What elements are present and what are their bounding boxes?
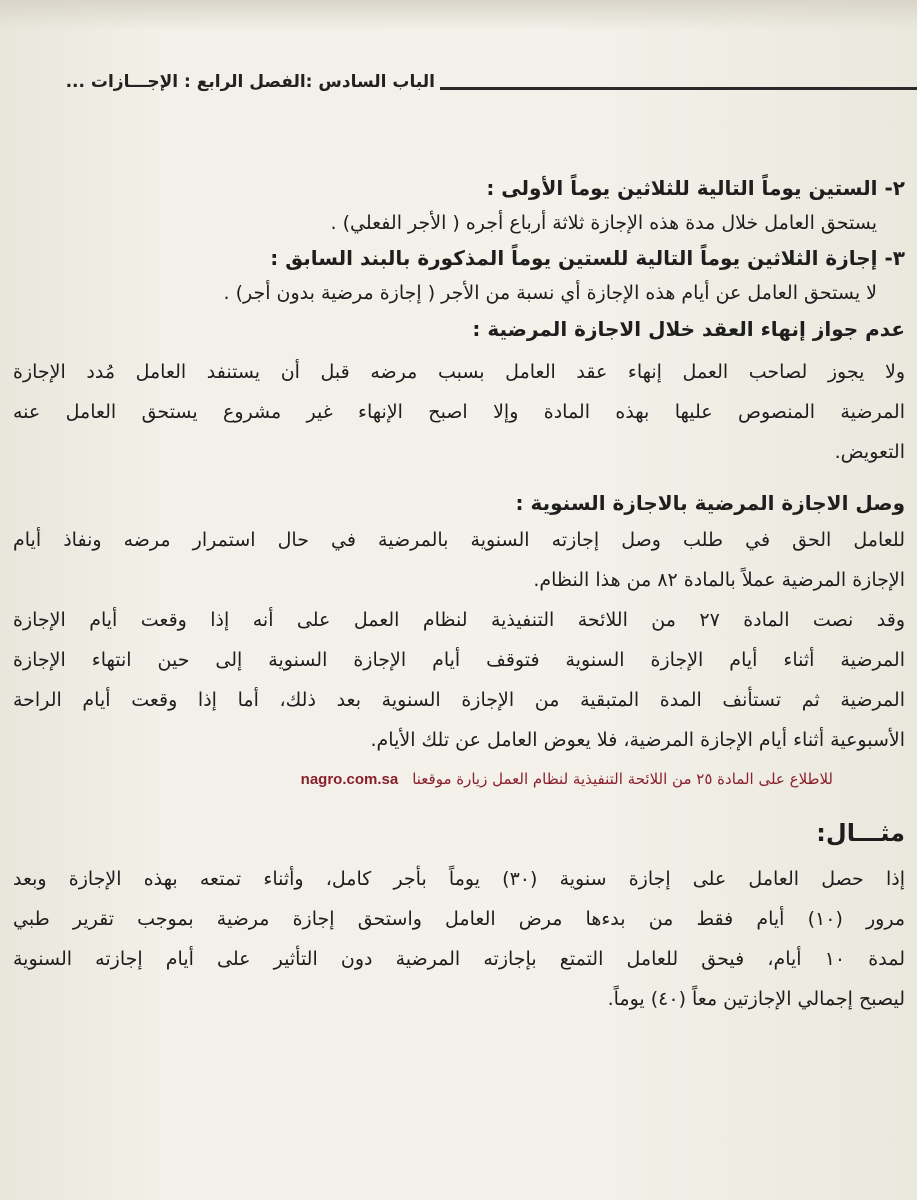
section-link-leaves-paragraph-1: [13, 520, 905, 600]
paragraph-line: ولا يجوز لصاحب العمل إنهاء عقد العامل بسبب مرضه قبل أن يستنفد العامل مُدد الإجازة: [13, 361, 905, 383]
paragraph-line: المرضية أثناء أيام الإجازة السنوية فتوقف أيام الإجازة السنوية إلى حين انتهاء الإجازة: [13, 649, 905, 671]
example-paragraph: [13, 859, 905, 1019]
website-link[interactable]: nagro.com.sa: [300, 771, 399, 788]
running-header: الباب السادس :الفصل الرابع : الإجـــازات ...: [65, 72, 435, 92]
paragraph-line: وقد نصت المادة ٢٧ من اللائحة التنفيذية لنظام العمل على أنه إذا وقعت أيام الإجازة: [13, 609, 906, 631]
item-2-text: يستحق العامل خلال مدة هذه الإجازة ثلاثة أرباع أجره ( الأجر الفعلي) .: [330, 212, 877, 234]
website-note-text: للاطلاع على المادة ٢٥ من اللائحة التنفيذية لنظام العمل زيارة موقعنا: [412, 770, 833, 788]
paragraph-line: لمدة ١٠ أيام، فيحق للعامل التمتع بإجازته المرضية دون التأثير على أيام إجازته السنوية: [13, 948, 905, 970]
section-link-leaves-title: وصل الاجازة المرضية بالاجازة السنوية :: [515, 491, 905, 515]
item-3-heading: ٣- إجازة الثلاثين يوماً التالية للستين يوماً المذكورة بالبند السابق :: [270, 246, 905, 270]
example-title: مثـــال:: [816, 819, 905, 847]
section-no-termination-title: عدم جواز إنهاء العقد خلال الاجازة المرضية :: [472, 317, 905, 341]
paragraph-line: للعامل الحق في طلب وصل إجازته السنوية بالمرضية في حال استمرار مرضه ونفاذ أيام: [13, 529, 905, 551]
paragraph-line: الإجازة المرضية عملاً بالمادة ٨٢ من هذا النظام.: [533, 569, 905, 591]
header-rule: [440, 87, 917, 90]
paragraph-line: مرور (١٠) أيام فقط من بدءها مرض العامل واستحق إجازة مرضية بموجب تقرير طبي: [13, 908, 906, 930]
paragraph-line: إذا حصل العامل على إجازة سنوية (٣٠) يوماً بأجر كامل، وأثناء تمتعه بهذه الإجازة وبعد: [13, 868, 905, 890]
website-note: [13, 764, 905, 795]
paragraph-line: التعويض.: [834, 441, 905, 463]
section-link-leaves-paragraph-2: [13, 600, 905, 760]
page-top-shadow: [0, 0, 917, 30]
section-no-termination-paragraph: [13, 352, 905, 472]
paragraph-line: المرضية ثم تستأنف المدة المتبقية من الإجازة السنوية بعد ذلك، أما إذا وقعت أيام الراحة: [13, 689, 905, 711]
item-2-heading: ٢- الستين يوماً التالية للثلاثين يوماً الأولى :: [486, 176, 905, 200]
item-3-text: لا يستحق العامل عن أيام هذه الإجازة أي نسبة من الأجر ( إجازة مرضية بدون أجر) .: [223, 282, 877, 304]
paragraph-line: ليصبح إجمالي الإجازتين معاً (٤٠) يوماً.: [607, 988, 905, 1010]
paragraph-line: المرضية المنصوص عليها بهذه المادة وإلا اصبح الإنهاء غير مشروع يستحق العامل عنه: [13, 401, 905, 423]
paragraph-line: الأسبوعية أثناء أيام الإجازة المرضية، فلا يعوض العامل عن تلك الأيام.: [370, 729, 905, 751]
page-content: [13, 172, 905, 1019]
